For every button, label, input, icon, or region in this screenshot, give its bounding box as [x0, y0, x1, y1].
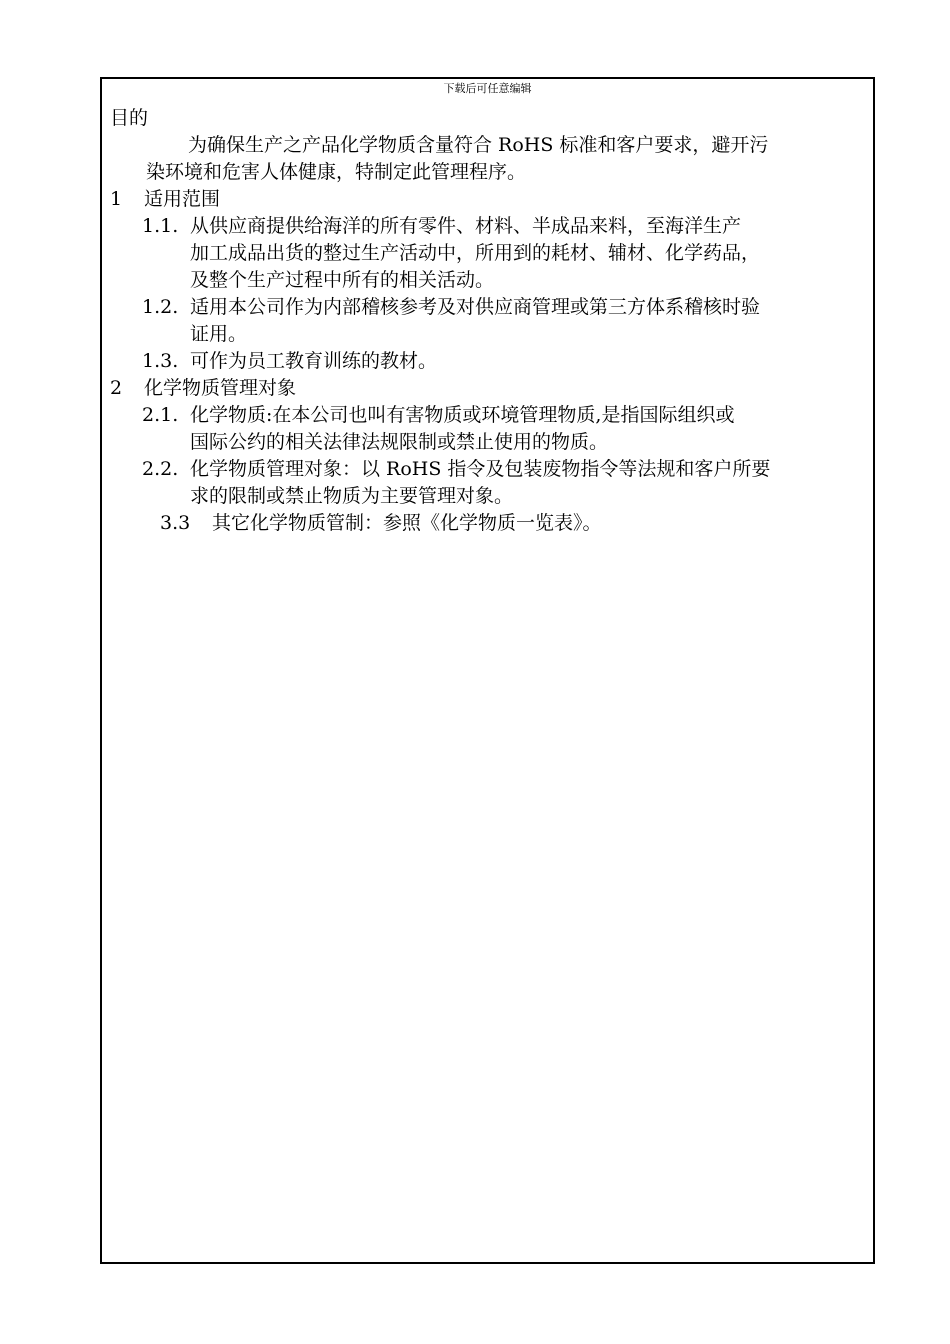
section-2-title: 化学物质管理对象 — [144, 377, 297, 399]
item-3-3-text: 其它化学物质管制：参照《化学物质一览表》。 — [212, 512, 602, 534]
item-2-2-line-2: 求的限制或禁止物质为主要管理对象。 — [190, 485, 514, 507]
section-1-heading — [110, 186, 863, 213]
item-2-2-line-1 — [110, 456, 863, 483]
item-1-3-number: 1.3. — [142, 350, 179, 372]
item-1-1-number: 1.1. — [142, 215, 179, 237]
purpose-text-line-1: 为确保生产之产品化学物质含量符合 RoHS 标准和客户要求，避开污 — [188, 134, 769, 156]
item-1-3-line-1 — [110, 348, 863, 375]
section-2-number: 2 — [110, 377, 123, 399]
section-2-heading — [110, 375, 863, 402]
item-1-2-line-2: 证用。 — [190, 323, 248, 345]
section-1-title: 适用范围 — [144, 188, 221, 210]
item-2-2-text: 化学物质管理对象：以 RoHS 指令及包装废物指令等法规和客户所要 — [190, 458, 771, 480]
purpose-text-line-2: 染环境和危害人体健康，特制定此管理程序。 — [146, 161, 527, 183]
item-1-1-text: 从供应商提供给海洋的所有零件、材料、半成品来料，至海洋生产 — [190, 215, 742, 237]
item-2-1-line-1 — [110, 402, 863, 429]
item-3-3-line — [110, 510, 863, 537]
purpose-heading: 目的 — [110, 107, 149, 129]
header-note: 下载后可任意编辑 — [443, 82, 532, 95]
item-3-3-number: 3.3 — [160, 512, 191, 534]
item-1-1-line-1 — [110, 213, 863, 240]
item-1-1-line-3: 及整个生产过程中所有的相关活动。 — [190, 269, 495, 291]
item-1-2-line-1 — [110, 294, 863, 321]
document-content — [110, 105, 863, 537]
item-2-1-text: 化学物质:在本公司也叫有害物质或环境管理物质,是指国际组织或 — [190, 404, 735, 426]
item-1-2-text: 适用本公司作为内部稽核参考及对供应商管理或第三方体系稽核时验 — [190, 296, 761, 318]
item-1-2-number: 1.2. — [142, 296, 179, 318]
item-1-1-line-2: 加工成品出货的整过生产活动中，所用到的耗材、辅材、化学药品， — [190, 242, 761, 264]
section-1-number: 1 — [110, 188, 123, 210]
document-frame — [100, 77, 875, 1264]
item-2-2-number: 2.2. — [142, 458, 179, 480]
item-1-3-text: 可作为员工教育训练的教材。 — [190, 350, 438, 372]
item-2-1-number: 2.1. — [142, 404, 179, 426]
item-2-1-line-2: 国际公约的相关法律法规限制或禁止使用的物质。 — [190, 431, 609, 453]
